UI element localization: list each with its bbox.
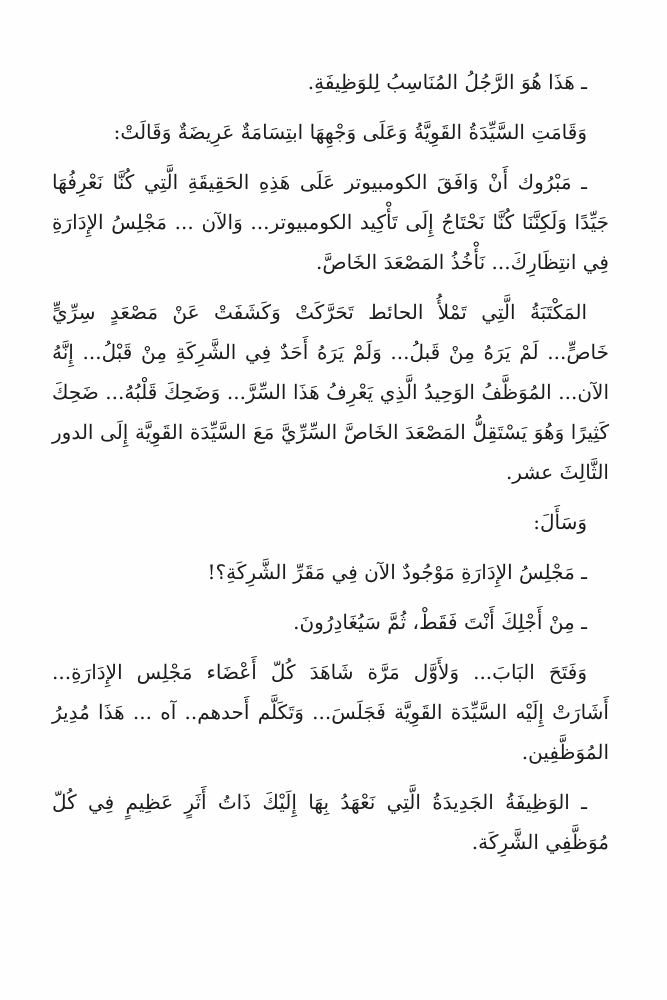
narration-paragraph: وَقَامَتِ السَّيِّدَةُ القَوِيَّةُ وَعَلَى وَجْهِهَا ابتِسَامَةٌ عَرِيضَةٌ وَقَالَتْ: — [113, 120, 587, 144]
dialogue-paragraph: ـ الوَظِيفَةُ الجَدِيدَةُ الَّتِي نَعْهَدُ بِهَا إِلَيْكَ ذَاتُ أَثَرٍ عَظِيمٍ فِي كُلّ مُوَظَّفِي الشَّرِكَة. — [52, 790, 609, 854]
narration-paragraph: وَفَتَحَ البَابَ... وَلأَوَّل مَرَّة شَاهَدَ كُلّ أَعْضَاء مَجْلِس الإِدَارَةِ... أَشَارَتْ إِلَيْه السَّيِّدَة القَوِيَّة فَجَلَسَ... وَتَكَلَّم أَحدهم.. آه ... هَذَا مُدِيرُ المُوَظَّفِين. — [52, 660, 609, 764]
dialogue-paragraph: ـ مَبْرُوك أَنْ وَافَقَ الكومبيوتر عَلَى هَذِهِ الحَقِيقَةِ الَّتِي كُنَّا نَعْرِفُهَا جَيِّدًا وَلَكِنَّنَا كُنَّا نَحْتَاجُ إِلَى تَأْكِيد الكومبيوتر... وَالآن ... مَجْلِسُ الإِدَارَةِ فِي انتِظَارِكَ... نَأْخُذُ المَصْعَدَ الخَاصَّ. — [52, 170, 609, 274]
narration-line: وَسَأَلَ: — [533, 510, 587, 534]
dialogue-line: ـ هَذَا هُوَ الرَّجُلُ المُنَاسِبُ لِلوَظِيفَةِ. — [307, 70, 587, 94]
page-text — [52, 62, 609, 872]
narration-paragraph: المَكْتَبَةُ الَّتِي تَمْلأُ الحائط تَحَرَّكَتْ وَكَشَفَتْ عَنْ مَصْعَدٍ سِرِّيٍّ خَاصٍّ... لَمْ يَرَهُ مِنْ قَبلُ... وَلَمْ يَرَهُ أَحَدٌ فِي الشَّرِكَةِ مِنْ قَبْلُ... إِنَّهُ الآن... المُوَظَّفُ الوَحِيدُ الَّذِي يَعْرِفُ هَذَا السِّرَّ... وَضَحِكَ قَلْبُهُ... ضَحِكَ كَثِيرًا وَهُوَ يَسْتَقِلُّ المَصْعَدَ الخَاصَّ السِّرِّيَّ مَعَ السَّيِّدَة القَوِيَّة إِلَى الدور الثَّالِثَ عشر. — [52, 300, 609, 484]
dialogue-line: ـ مَجْلِسُ الإِدَارَةِ مَوْجُودٌ الآن فِي مَقَرِّ الشَّرِكَةِ؟! — [207, 560, 587, 584]
dialogue-line: ـ مِنْ أَجْلِكَ أَنْتَ فَقَطْ، ثُمَّ سَيُغَادِرُونَ. — [293, 610, 587, 634]
